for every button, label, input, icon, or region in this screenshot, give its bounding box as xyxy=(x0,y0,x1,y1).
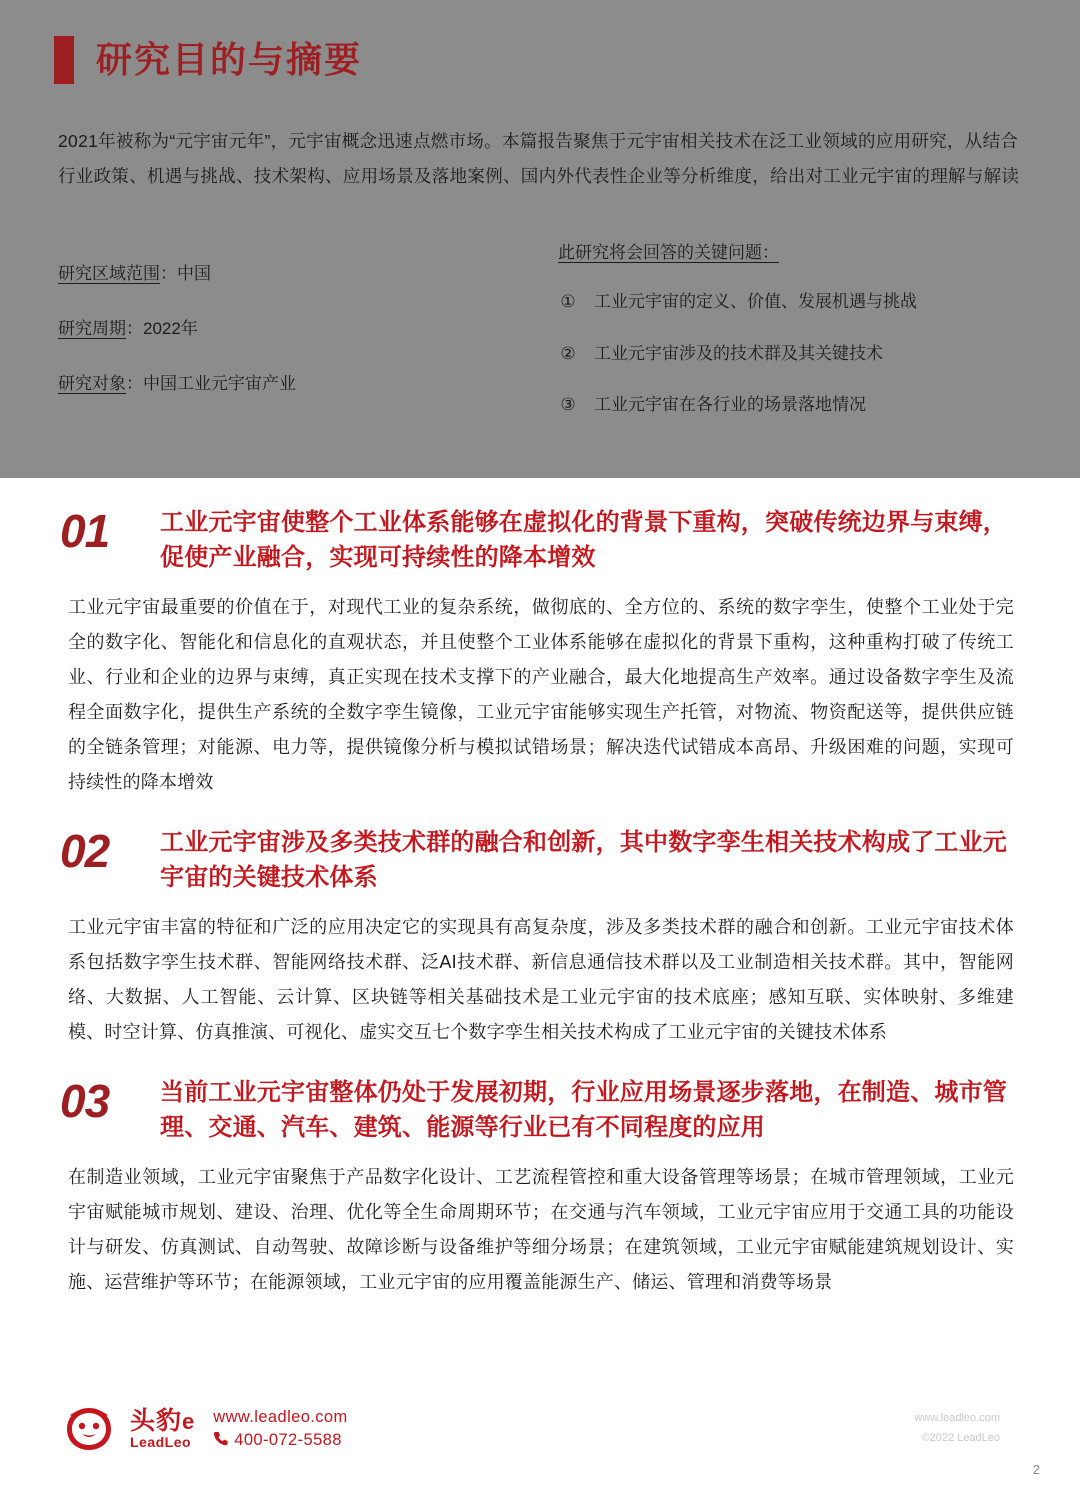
header-band xyxy=(0,0,1080,478)
page-title: 研究目的与摘要 xyxy=(96,39,363,81)
finding-heading-row xyxy=(60,1076,1020,1146)
watermark-url: www.leadleo.com xyxy=(914,1412,1000,1425)
brand-cn-text: 头豹 xyxy=(130,1406,183,1435)
page-footer xyxy=(0,1361,1080,1501)
finding-section-02 xyxy=(60,826,1020,1050)
phone-icon xyxy=(213,1431,228,1451)
meta-label-subject: 研究对象 xyxy=(58,374,126,394)
question-text: 工业元宇宙涉及的技术群及其关键技术 xyxy=(594,343,883,363)
key-question-item xyxy=(558,341,1032,367)
brand-names xyxy=(130,1408,195,1450)
finding-section-03 xyxy=(60,1076,1020,1300)
finding-number: 01 xyxy=(60,505,110,557)
key-questions-title: 此研究将会回答的关键问题： xyxy=(558,243,779,262)
meta-item-subject xyxy=(58,370,518,397)
page-title-row xyxy=(54,36,1032,84)
meta-item-period xyxy=(58,315,518,342)
lion-logo-icon xyxy=(62,1405,116,1453)
website-line[interactable] xyxy=(213,1408,347,1427)
finding-body: 工业元宇宙最重要的价值在于，对现代工业的复杂系统，做彻底的、全方位的、系统的数字孪生，使整个工业处于完全的数字化、智能化和信息化的直观状态，并且使整个工业体系能够在虚拟化的背景下重构，这种重构打破了传统工业、行业和企业的边界与束缚，真正实现在技术支撑下的产业融合，最大化地提高生产效率。通过设备数字孪生及流程全面数字化，提供生产系统的全数字孪生镜像，工业元宇宙能够实现生产托管，对物流、物资配送等，提供供应链的全链条管理；对能源、电力等，提供镜像分析与模拟试错场景；解决迭代试错成本高昂、升级困难的问题，实现可持续性的降本增效 xyxy=(68,596,1014,793)
finding-body: 工业元宇宙丰富的特征和广泛的应用决定它的实现具有高复杂度，涉及多类技术群的融合和创新。工业元宇宙技术体系包括数字孪生技术群、智能网络技术群、泛AI技术群、新信息通信技术群以及工业制造相关技术群。其中，智能网络、大数据、人工智能、云计算、区块链等相关基础技术是工业元宇宙的技术底座；感知互联、实体映射、多维建模、时空计算、仿真推演、可视化、虚实交互七个数字孪生相关技术构成了工业元宇宙的关键技术体系 xyxy=(68,916,1014,1043)
meta-label-region: 研究区域范围 xyxy=(58,264,160,283)
meta-value-region: ：中国 xyxy=(160,264,211,283)
page-number: 2 xyxy=(1032,1462,1040,1477)
phone-text: 400-072-5588 xyxy=(234,1431,342,1449)
key-question-item xyxy=(558,392,1032,418)
question-number-icon: ③ xyxy=(560,395,576,414)
meta-value-period: ：2022年 xyxy=(126,319,198,339)
brand-logo-row xyxy=(62,1405,348,1453)
intro-paragraph: 2021年被称为“元宇宙元年”，元宇宙概念迅速点燃市场。本篇报告聚焦于元宇宙相关技术在泛工业领域的应用研究，从结合行业政策、机遇与挑战、技术架构、应用场景及落地案例、国内外代表性企业等分析维度，给出对工业元宇宙的理解与解读 xyxy=(58,131,1020,186)
finding-heading-row xyxy=(60,826,1020,896)
brand-name-cn xyxy=(130,1408,195,1434)
question-number-icon: ① xyxy=(560,292,576,311)
meta-item-region xyxy=(58,260,518,287)
meta-section xyxy=(48,238,1032,444)
finding-heading-row xyxy=(60,506,1020,576)
question-text: 工业元宇宙的定义、价值、发展机遇与挑战 xyxy=(594,292,917,311)
title-accent-bar xyxy=(54,36,74,84)
key-questions-block xyxy=(558,238,1032,444)
key-question-item xyxy=(558,289,1032,315)
finding-heading: 工业元宇宙使整个工业体系能够在虚拟化的背景下重构，突破传统边界与束缚，促使产业融合，实现可持续性的降本增效 xyxy=(160,509,1007,571)
finding-heading: 工业元宇宙涉及多类技术群的融合和创新，其中数字孪生相关技术构成了工业元宇宙的关键技术体系 xyxy=(160,829,1007,891)
brand-name-en: LeadLeo xyxy=(130,1434,192,1451)
finding-heading: 当前工业元宇宙整体仍处于发展初期，行业应用场景逐步落地，在制造、城市管理、交通、汽车、建筑、能源等行业已有不同程度的应用 xyxy=(160,1079,1007,1141)
main-content xyxy=(0,478,1080,1300)
finding-section-01 xyxy=(60,506,1020,800)
footer-watermark xyxy=(914,1409,1000,1449)
phone-line xyxy=(213,1431,347,1451)
meta-label-period: 研究周期 xyxy=(58,319,126,339)
website-text[interactable]: www.leadleo.com xyxy=(213,1407,348,1426)
finding-number: 03 xyxy=(60,1075,110,1128)
question-text: 工业元宇宙在各行业的场景落地情况 xyxy=(594,395,866,414)
watermark-copyright: ©2022 LeadLeo xyxy=(921,1432,1000,1445)
finding-body: 在制造业领域，工业元宇宙聚焦于产品数字化设计、工艺流程管控和重大设备管理等场景；在城市管理领域，工业元宇宙赋能城市规划、建设、治理、优化等全生命周期环节；在交通与汽车领域，工业元宇宙应用于交通工具的功能设计与研发、仿真测试、自动驾驶、故障诊断与设备维护等细分场景；在建筑领域，工业元宇宙赋能建筑规划设计、实施、运营维护等环节；在能源领域，工业元宇宙的应用覆盖能源生产、储运、管理和消费等场景 xyxy=(68,1166,1014,1292)
finding-number: 02 xyxy=(60,825,110,878)
contact-block xyxy=(213,1408,347,1451)
brand-e-mark: e xyxy=(182,1408,196,1434)
meta-value-subject: ：中国工业元宇宙产业 xyxy=(126,374,296,394)
question-number-icon: ② xyxy=(560,343,576,363)
research-meta-list xyxy=(48,238,518,444)
